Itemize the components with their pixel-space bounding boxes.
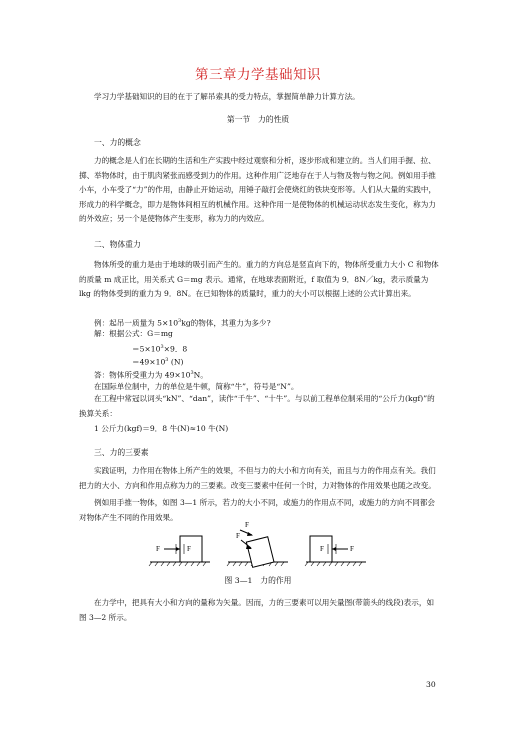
heading-force-concept: 一、力的概念 <box>94 138 141 147</box>
calc-step-2: $=49\times 10^3$ (N) <box>132 357 184 367</box>
chapter-title: 第三章力学基础知识 <box>195 67 321 83</box>
paragraph-example-push: 例如用手推一物体，如图 3—1 所示，若力的大小不同，或施力的作用点不同，或施力的方向不同都会对物体产生不同的作用效果。 <box>79 498 436 522</box>
solution-label: 解：根据公式：G＝mg <box>94 329 173 338</box>
unit-line-2: 在工程中常冠以词头“kN”、“dan”，读作“千牛”、“十牛”。与以前工程单位制采用的“公斤力(kgf)”的换算关系： <box>79 394 435 418</box>
example-question: 例：起吊一质量为 $5\times 10^3kg$的物体，其重力为多少? <box>94 318 271 328</box>
calc-step-1: $=5\times 10^3\times 9$．8 <box>132 344 188 354</box>
page-number: 30 <box>426 680 436 689</box>
heading-three-elements: 三、力的三要素 <box>94 448 149 457</box>
force-label-2b: F <box>236 532 240 540</box>
unit-line-1: 在国际单位制中，力的单位是牛顿，简称“牛”，符号是“N”。 <box>94 382 299 391</box>
intro-paragraph: 学习力学基础知识的目的在于了解吊索具的受力特点，掌握简单静力计算方法。 <box>94 92 360 101</box>
force-label-1: F <box>156 545 160 553</box>
force-label-3b: F <box>350 545 354 553</box>
heading-gravity: 二、物体重力 <box>94 240 141 249</box>
paragraph-three-elements: 实践证明，力作用在物体上所产生的效果，不但与力的大小和方向有关，而且与力的作用点有关。我们把力的大小、方向和作用点称为力的三要素。改变三要素中任何一个时，力对物体的作用效果也随之改变。 <box>79 466 436 490</box>
figure-block-3 <box>305 536 366 566</box>
paragraph-force-concept: 力的概念是人们在长期的生活和生产实践中经过观察和分析，逐步形成和建立的。当人们用手握、拉、掷、举物体时，由于肌肉紧张而感受到力的作用。这种作用广泛地存在于人与物及物与物之间。例如用手推小车，小车受了“力”的作用，由静止开始运动，用锤子敲打会使烧红的铁块变形等。人们从大量的实践中，形成力的科学概念，即力是物体间相互的机械作用。这种作用一是使物体的机械运动状态发生变化，称为力的外效应；另一个是使物体产生变形，称为力的内效应。 <box>79 156 437 224</box>
answer-line: 答：物体所受重力为 $49\times 10^3N$。 <box>94 370 208 380</box>
force-label-3: F <box>320 545 324 553</box>
paragraph-vector: 在力学中，把具有大小和方向的量称为矢量。因而，力的三要素可以用矢量图(带箭头的线段)表示，如图 3—2 所示。 <box>79 598 435 622</box>
figure-force-action <box>148 518 368 572</box>
figure-caption: 图 3—1 力的作用 <box>224 576 292 585</box>
paragraph-gravity: 物体所受的重力是由于地球的吸引而产生的。重力的方向总是竖直向下的，物体所受重力大小 C 和物体的质量 m 成正比，用关系式 G＝mg 表示。通常，在地球表面附近，f 取值为 9．8N／kg，表示质量为 lkg 的物体受到的重力为 9．8N。在已知物体的质量时，重力的大小可以根据上述的公式计算出来。 <box>79 260 439 299</box>
force-label-2: F <box>245 521 249 529</box>
figure-block-2 <box>227 521 288 567</box>
force-label-1b: F <box>187 545 191 553</box>
conversion-line: 1 公斤力(kgf)＝9．8 牛(N)≈10 牛(N) <box>94 424 229 433</box>
section-title: 第一节 力的性质 <box>226 115 290 124</box>
figure-block-1 <box>149 536 210 566</box>
